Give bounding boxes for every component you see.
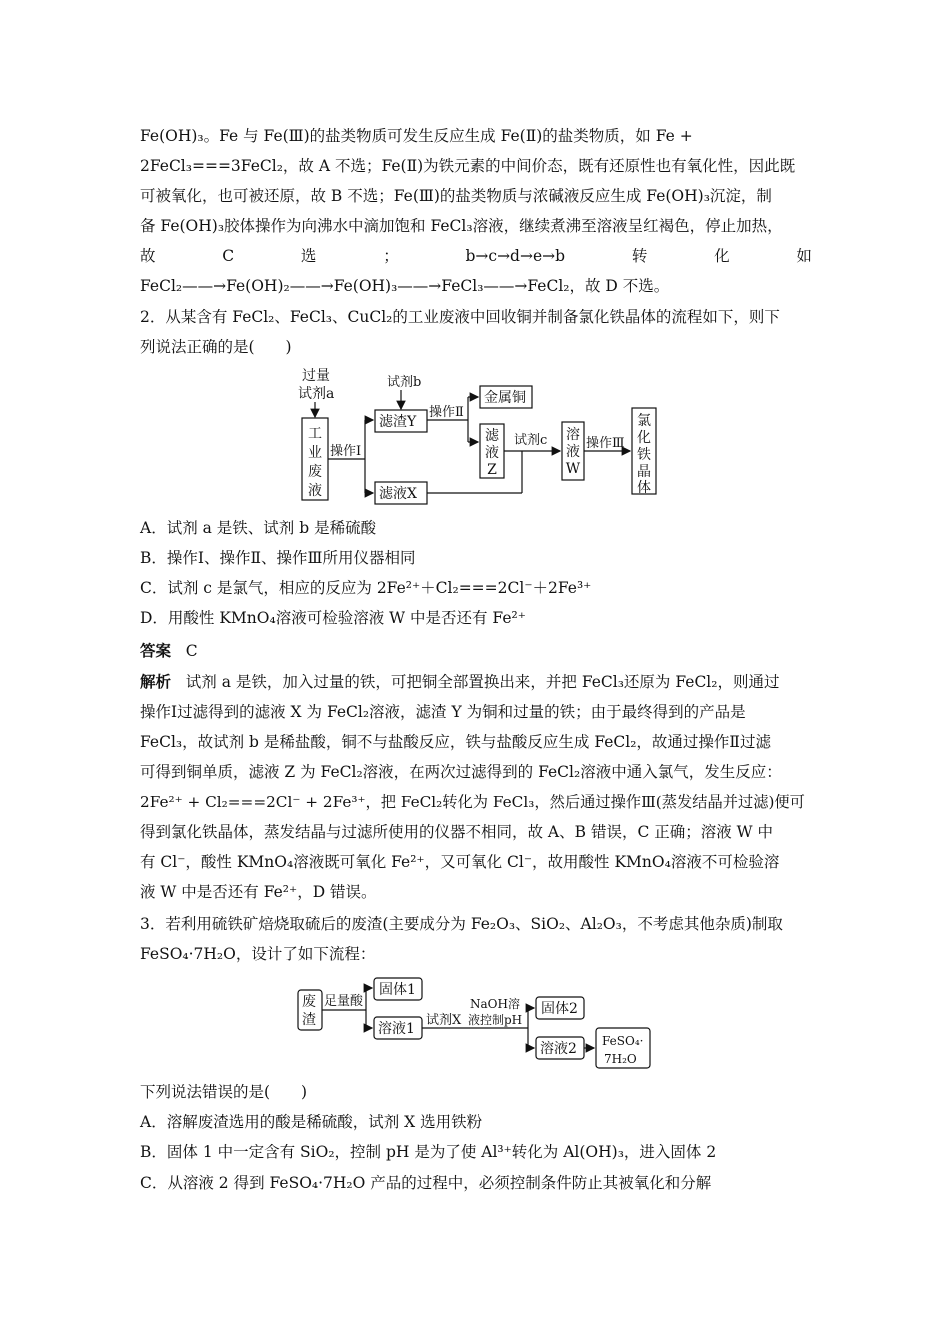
question-2-stem: 列说法正确的是( ): [140, 338, 292, 356]
solid2-label: 固体2: [541, 1001, 578, 1017]
w-char: 液: [566, 444, 580, 460]
waste-char: 渣: [302, 1012, 316, 1028]
option-b: B．固体 1 中一定含有 SiO₂，控制 pH 是为了使 Al³⁺转化为 Al(OH)₃，进入固体 2: [140, 1143, 717, 1161]
feed-char: 液: [308, 483, 322, 499]
reagent-b-label: 试剂b: [387, 375, 422, 390]
text-line: 备 Fe(OH)₃胶体操作为向沸水中滴加饱和 FeCl₃溶液，继续煮沸至溶液呈红褐色，停止加热，: [140, 217, 783, 235]
answer-label: 答案: [140, 641, 172, 660]
product-label: FeSO₄·: [602, 1034, 644, 1048]
spread-word: 转: [631, 247, 648, 265]
w-char: 溶: [566, 427, 580, 443]
spread-word: b→c→d→e→b: [465, 247, 566, 265]
spread-word: 如: [796, 247, 812, 265]
analysis-text: 得到氯化铁晶体，蒸发结晶与过滤所使用的仪器不相同，故 A、B 错误，C 正确；溶液 W 中: [140, 823, 774, 841]
answer-value: C: [185, 642, 198, 660]
naoh-label: NaOH溶: [470, 997, 520, 1011]
solid1-label: 固体1: [379, 982, 416, 998]
z-char: Z: [487, 462, 497, 478]
flow-diagram-1: [290, 362, 670, 507]
text-line: Fe(OH)₃。Fe 与 Fe(Ⅲ)的盐类物质可发生反应生成 Fe(Ⅱ)的盐类物质，如 Fe +: [140, 127, 693, 145]
analysis-label: 解析: [140, 672, 172, 691]
question-3-stem: FeSO₄·7H₂O，设计了如下流程：: [140, 945, 376, 963]
copper-label: 金属铜: [484, 390, 526, 406]
solution1-label: 溶液1: [378, 1021, 415, 1037]
option-c: C．从溶液 2 得到 FeSO₄·7H₂O 产品的过程中，必须控制条件防止其被氧化和分解: [140, 1174, 712, 1192]
spread-word: 选: [300, 247, 317, 265]
naoh-label: 液控制pH: [468, 1013, 523, 1027]
filtrate-x-label: 滤液X: [379, 486, 417, 502]
analysis-text: FeCl₃，故试剂 b 是稀盐酸，铜不与盐酸反应，铁与盐酸反应生成 FeCl₂，故通过操作Ⅱ过滤: [140, 733, 771, 751]
reagent-c-label: 试剂c: [514, 433, 548, 448]
solution2-label: 溶液2: [540, 1041, 577, 1057]
residue-y-label: 滤渣Y: [379, 414, 417, 430]
product-char: 氯: [637, 413, 651, 429]
flow-diagram-2: [296, 972, 656, 1072]
analysis-line: [140, 672, 812, 692]
op1-label: 操作Ⅰ: [330, 444, 362, 459]
feed-char: 废: [308, 464, 322, 480]
analysis-text: 有 Cl⁻，酸性 KMnO₄溶液既可氧化 Fe²⁺，又可氧化 Cl⁻，故用酸性 KMnO₄溶液不可检验溶: [140, 853, 780, 871]
question-2-stem: 2．从某含有 FeCl₂、FeCl₃、CuCl₂的工业废液中回收铜并制备氯化铁晶体的流程如下，则下: [140, 308, 780, 326]
option-a: A．溶解废渣选用的酸是稀硫酸，试剂 X 选用铁粉: [140, 1113, 483, 1131]
analysis-text: 2Fe²⁺ + Cl₂===2Cl⁻ + 2Fe³⁺，把 FeCl₂转化为 FeCl₃，然后通过操作Ⅲ(蒸发结晶并过滤)便可: [140, 793, 805, 811]
analysis-text: 可得到铜单质，滤液 Z 为 FeCl₂溶液，在两次过滤得到的 FeCl₂溶液中通入氯气，发生反应：: [140, 763, 782, 781]
text-line: 可被氧化，也可被还原，故 B 不选；Fe(Ⅲ)的盐类物质与浓碱液反应生成 Fe(OH)₃沉淀，制: [140, 187, 772, 205]
analysis-text: 试剂 a 是铁，加入过量的铁，可把铜全部置换出来，并把 FeCl₃还原为 FeCl₂，则通过: [185, 673, 780, 691]
answer-line: [140, 641, 812, 661]
option-d: D．用酸性 KMnO₄溶液可检验溶液 W 中是否还有 Fe²⁺: [140, 609, 526, 627]
text-line: FeCl₂——→Fe(OH)₂——→Fe(OH)₃——→FeCl₃——→FeCl₂，故 D 不选。: [140, 277, 670, 295]
reagent-x-label: 试剂X: [426, 1013, 462, 1028]
op3-label: 操作Ⅲ: [586, 436, 625, 451]
question-3-stem: 3．若利用硫铁矿焙烧取硫后的废渣(主要成分为 Fe₂O₃、SiO₂、Al₂O₃，不考虑其他杂质)制取: [140, 915, 783, 933]
analysis-text: 液 W 中是否还有 Fe²⁺，D 错误。: [140, 883, 377, 901]
option-c: C．试剂 c 是氯气，相应的反应为 2Fe²⁺＋Cl₂===2Cl⁻＋2Fe³⁺: [140, 579, 592, 597]
w-char: W: [565, 461, 581, 477]
product-label: 7H₂O: [604, 1052, 637, 1066]
spread-word: 故: [140, 247, 156, 265]
spread-line: [140, 246, 812, 266]
feed-char: 工: [308, 426, 322, 442]
waste-char: 废: [302, 994, 316, 1010]
z-char: 液: [485, 445, 499, 461]
spread-word: C: [222, 247, 235, 265]
option-b: B．操作Ⅰ、操作Ⅱ、操作Ⅲ所用仪器相同: [140, 549, 416, 567]
acid-label: 足量酸: [324, 994, 364, 1009]
analysis-text: 操作Ⅰ过滤得到的滤液 X 为 FeCl₂溶液，滤渣 Y 为铜和过量的铁；由于最终得到的产品是: [140, 703, 746, 721]
spread-word: 化: [714, 247, 730, 265]
product-char: 化: [637, 430, 651, 446]
op2-label: 操作Ⅱ: [429, 405, 464, 420]
option-a: A．试剂 a 是铁、试剂 b 是稀硫酸: [140, 519, 377, 537]
text-line: 2FeCl₃===3FeCl₂，故 A 不选；Fe(Ⅱ)为铁元素的中间价态，既有还原性也有氧化性，因此既: [140, 157, 796, 175]
z-char: 滤: [485, 428, 499, 444]
spread-word: ；: [383, 247, 399, 265]
question-3-prompt: 下列说法错误的是( ): [140, 1083, 308, 1101]
reagent-a-label: 试剂a: [298, 386, 335, 402]
reagent-a-label: 过量: [302, 368, 330, 384]
feed-char: 业: [308, 445, 322, 461]
product-char: 体: [637, 480, 651, 496]
product-char: 晶: [637, 464, 651, 480]
product-char: 铁: [637, 447, 651, 463]
